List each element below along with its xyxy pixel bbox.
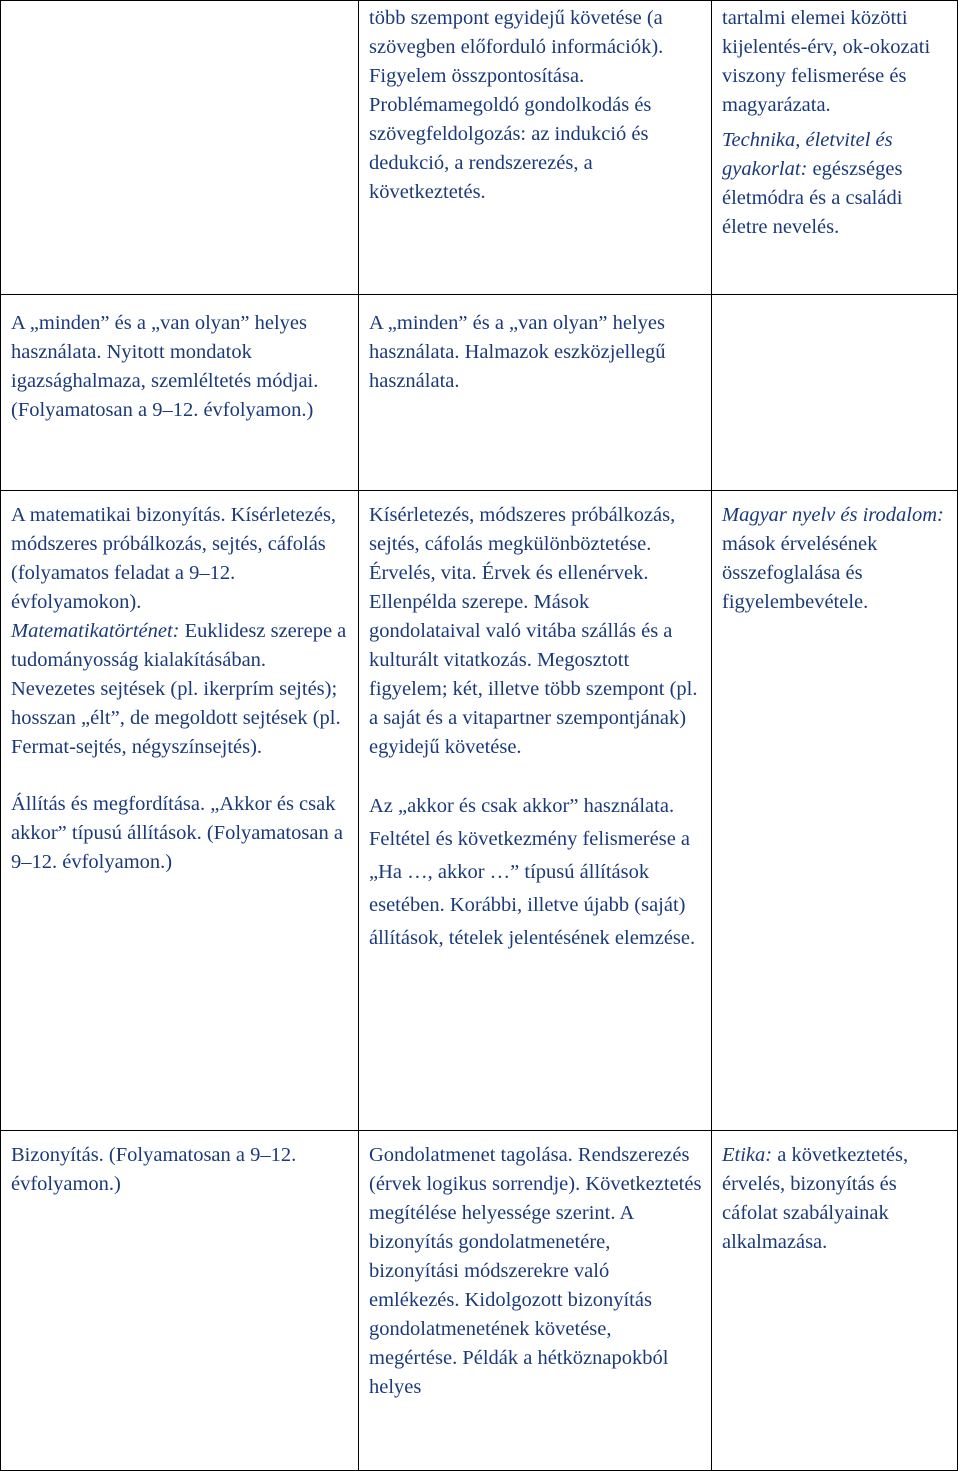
table-cell-connections bbox=[712, 491, 958, 1131]
cell-text: A „minden” és a „van olyan” helyes használata. Halmazok eszközjellegű használata. bbox=[369, 312, 666, 392]
subject-label: Matematikatörténet: bbox=[11, 620, 180, 642]
cell-text: Gondolatmenet tagolása. Rendszerezés (érvek logikus sorrendje). Következtetés megítélése helyessége szerint. A bizonyítás gondolatmenetére, bizonyítási módszerekre való emlékezés. Kidolgozott bizonyítás gondolatmenetének követése, megértése. Példák a hétköznapokból helyes bbox=[369, 1144, 702, 1398]
cross-curricular-note bbox=[722, 1141, 949, 1257]
cross-curricular-note bbox=[722, 501, 949, 617]
table-cell-topic bbox=[1, 295, 359, 491]
subject-label: Magyar nyelv és irodalom: bbox=[722, 504, 944, 526]
table-cell-connections bbox=[712, 1, 958, 295]
cell-text: A „minden” és a „van olyan” helyes használata. Nyitott mondatok igazsághalmaza, szemléltetés módjai. (Folyamatosan a 9–12. évfolyamon.) bbox=[11, 312, 319, 421]
table-row bbox=[1, 1131, 958, 1471]
table-cell-development bbox=[359, 1131, 712, 1471]
table-cell-development bbox=[359, 1, 712, 295]
table-row bbox=[1, 295, 958, 491]
subject-label: Technika, életvitel és gyakorlat: bbox=[722, 129, 893, 180]
note-text: mások érvelésének összefoglalása és figyelembevétele. bbox=[722, 533, 878, 613]
table-cell-topic bbox=[1, 1, 359, 295]
cell-text: több szempont egyidejű követése (a szövegben előforduló információk). Figyelem összpontosítása. Problémamegoldó gondolkodás és szövegfeldolgozás: az indukció és dedukció, a rendszerezés, a következtetés. bbox=[369, 7, 664, 203]
note-text: Euklidesz szerepe a tudományosság kialakításában. Nevezetes sejtések (pl. ikerprím sejtés); hosszan „élt”, de megoldott sejtések (pl. Fermat-sejtés, négyszínsejtés). bbox=[11, 620, 347, 758]
note-text: egészséges életmódra és a családi életre nevelés. bbox=[722, 158, 903, 238]
table-cell-topic bbox=[1, 1131, 359, 1471]
history-note bbox=[11, 617, 350, 762]
cell-text: tartalmi elemei közötti kijelentés-érv, ok-okozati viszony felismerése és magyarázata. bbox=[722, 7, 931, 116]
cell-text: Állítás és megfordítása. „Akkor és csak akkor” típusú állítások. (Folyamatosan a 9–12. évfolyamon.) bbox=[11, 793, 343, 873]
subject-label: Etika: bbox=[722, 1144, 773, 1166]
cell-text: Bizonyítás. (Folyamatosan a 9–12. évfolyamon.) bbox=[11, 1144, 297, 1195]
cross-curricular-note bbox=[722, 126, 949, 242]
table-cell-topic bbox=[1, 491, 359, 1131]
table-cell-development bbox=[359, 295, 712, 491]
table-row bbox=[1, 1, 958, 295]
cell-text: Kísérletezés, módszeres próbálkozás, sejtés, cáfolás megkülönböztetése. Érvelés, vita. Érvek és ellenérvek. Ellenpélda szerepe. Mások gondolataival való vitába szállás és a kulturált vitatkozás. Megosztott figyelem; két, illetve több szempont (pl. a saját és a vitapartner szempontjának) egyidejű követése. bbox=[369, 504, 698, 758]
note-text: a következtetés, érvelés, bizonyítás és cáfolat szabályainak alkalmazása. bbox=[722, 1144, 909, 1253]
table-cell-connections bbox=[712, 295, 958, 491]
table-cell-connections bbox=[712, 1131, 958, 1471]
table-row bbox=[1, 491, 958, 1131]
table-cell-development bbox=[359, 491, 712, 1131]
cell-text: Az „akkor és csak akkor” használata. Feltétel és következmény felismerése a „Ha …, akkor …” típusú állítások esetében. Korábbi, illetve újabb (saját) állítások, tételek jelentésének elemzése. bbox=[369, 795, 696, 949]
cell-text: A matematikai bizonyítás. Kísérletezés, módszeres próbálkozás, sejtés, cáfolás (folyamatos feladat a 9–12. évfolyamokon). bbox=[11, 504, 337, 613]
